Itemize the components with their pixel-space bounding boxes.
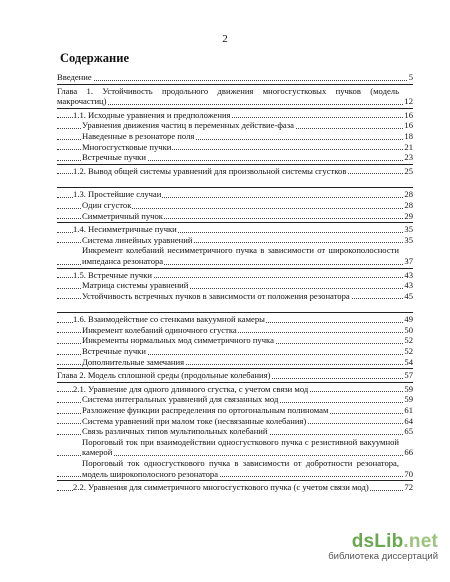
- toc-entry-title: Введение: [57, 72, 92, 82]
- toc-entry-page: 50: [404, 324, 413, 335]
- toc-entry-title: Многосгустковые пучки: [82, 141, 172, 152]
- toc-entry-title: Один сгусток: [82, 199, 132, 210]
- toc-entry-title: 1.2. Вывод общей системы уравнений для произвольной системы сгустков: [73, 165, 347, 176]
- toc-rule: [57, 84, 413, 85]
- toc-entry-title: 1.3. Простейшие случаи: [73, 189, 162, 200]
- toc-entry[interactable]: [57, 110, 413, 121]
- toc-title: Содержание: [60, 51, 130, 65]
- toc-rule: [57, 312, 413, 313]
- dot-leader-line: [57, 301, 413, 311]
- toc-entry-page: 23: [404, 152, 413, 163]
- toc-entry[interactable]: [57, 437, 413, 458]
- toc-entry[interactable]: [57, 200, 413, 211]
- toc-entry[interactable]: [57, 416, 413, 427]
- toc-entry[interactable]: [57, 325, 413, 336]
- toc-entry[interactable]: [57, 335, 413, 346]
- toc-entry-page: 28: [404, 189, 413, 200]
- toc-entry-title: Устойчивость встречных пучков в зависимости от положения резонатора: [82, 290, 350, 301]
- toc-rule: [57, 268, 413, 269]
- toc-entry[interactable]: [57, 370, 413, 381]
- dslib-watermark: [328, 531, 438, 562]
- toc-entry-page: 45: [404, 290, 413, 301]
- toc-entry-title: Инкременты нормальных мод симметричного пучка: [82, 335, 274, 346]
- toc-entry-page: 59: [404, 383, 413, 394]
- watermark-subtitle: библиотека диссертаций: [328, 551, 438, 562]
- toc-entry-title: 1.1. Исходные уравнения и предположения: [73, 109, 231, 120]
- toc-rule: [57, 368, 413, 369]
- toc-entry-title: Инкремент колебаний несимметричного пучка в зависимости от широкополосности импеданса резонатора: [82, 245, 399, 266]
- toc-entry[interactable]: [57, 152, 413, 163]
- toc-entry[interactable]: [57, 405, 413, 416]
- toc-entry-page: 70: [404, 468, 413, 479]
- toc-entry-title: 2.2. Уравнения для симметричного многосгусткового пучка (с учетом связи мод): [73, 482, 369, 493]
- toc-entry-title: Уравнения движения частиц в переменных действие-фаза: [82, 120, 294, 131]
- toc-entry-page: 5: [408, 72, 413, 82]
- toc-entry-title: Связь различных типов мультипольных колебаний: [82, 426, 268, 437]
- toc-entry-page: 43: [404, 269, 413, 280]
- toc-entry-title: 1.6. Взаимодействие со стенками вакуумной камеры: [73, 314, 265, 325]
- toc-entry-page: 65: [404, 426, 413, 437]
- toc-entry[interactable]: [57, 270, 413, 281]
- toc-entry[interactable]: [57, 224, 413, 235]
- toc-entry[interactable]: [57, 131, 413, 142]
- toc-entry-title: 1.4. Несимметричные пучки: [73, 224, 177, 235]
- dot-leader-line: [57, 176, 413, 186]
- toc-entry-title: Система линейных уравнений: [82, 234, 193, 245]
- page-number: 2: [222, 33, 228, 45]
- toc-entry-page: 52: [404, 346, 413, 357]
- toc-entry-title: Глава 2. Модель сплошной среды (продольные колебания): [57, 370, 271, 381]
- toc-entry-page: 43: [404, 280, 413, 291]
- toc-rule: [57, 108, 413, 109]
- toc-rule: [57, 222, 413, 223]
- toc-entry-title: Пороговый ток при взаимодействии односгусткового пучка с резистивной вакуумной камерой: [82, 436, 399, 458]
- toc-entry-title: Встречные пучки: [82, 346, 146, 357]
- toc-entry-page: 18: [404, 130, 413, 141]
- toc-entry-title: Система интегральных уравнений для связанных мод: [82, 394, 279, 405]
- toc-entry[interactable]: [57, 458, 413, 479]
- toc-entry-page: 49: [404, 314, 413, 325]
- toc-entry-title: Наведенные в резонаторе поля: [82, 130, 195, 141]
- toc-entry[interactable]: [57, 346, 413, 357]
- toc-entry[interactable]: [57, 211, 413, 222]
- toc-entry-page: 52: [404, 335, 413, 346]
- toc-entry[interactable]: [57, 426, 413, 437]
- toc-entry[interactable]: [57, 291, 413, 302]
- toc-entry-title: Инкремент колебаний одиночного сгустка: [82, 324, 237, 335]
- toc-entry-title: Пороговый ток односгусткового пучка в зависимости от добротности резонатора, модель широкополосного резонатора: [82, 458, 399, 479]
- toc-entry-title: 2.1. Уравнение для одного длинного сгустка, с учетом связи мод: [73, 383, 309, 394]
- toc-entry[interactable]: [57, 235, 413, 246]
- toc-entry[interactable]: [57, 120, 413, 131]
- toc-entry-page: 21: [404, 141, 413, 152]
- toc-entry-title: Матрица системы уравнений: [82, 280, 189, 291]
- toc-entry[interactable]: [57, 482, 413, 493]
- dot-leader: [57, 104, 413, 105]
- toc-entry[interactable]: [57, 394, 413, 405]
- toc-entry[interactable]: [57, 142, 413, 153]
- toc-entry-title: Разложение функции распределения по ортогональным полиномам: [82, 405, 329, 416]
- toc-rule: [57, 187, 413, 188]
- watermark-logo-main: dsLib: [351, 531, 404, 552]
- toc-entry-page: 37: [404, 255, 413, 266]
- toc-entry-title: 1.5. Встречные пучки: [73, 269, 152, 280]
- toc-entry-page: 66: [404, 447, 413, 458]
- toc-entry-page: 16: [404, 120, 413, 131]
- toc-entry-title: Симметричный пучок: [82, 210, 163, 221]
- toc-entry-page: 16: [404, 109, 413, 120]
- toc-entry[interactable]: [57, 245, 413, 266]
- toc-entry[interactable]: [57, 189, 413, 200]
- toc-entry-page: 61: [404, 405, 413, 416]
- toc-entry[interactable]: [57, 86, 413, 107]
- toc-entry-title: Система уравнений при малом токе (несвязанные колебания): [82, 415, 307, 426]
- toc-entry-page: 35: [404, 224, 413, 235]
- watermark-logo-domain: .net: [403, 531, 438, 552]
- watermark-logo: [328, 531, 438, 553]
- toc-entry-page: 64: [404, 415, 413, 426]
- toc-entry-page: 72: [404, 482, 413, 493]
- toc-entry[interactable]: [57, 72, 413, 83]
- table-of-contents: [57, 72, 413, 493]
- toc-entry-page: 25: [404, 165, 413, 176]
- toc-entry[interactable]: [57, 384, 413, 395]
- toc-entry[interactable]: [57, 314, 413, 325]
- toc-entry-page: 29: [404, 210, 413, 221]
- toc-entry-page: 28: [404, 199, 413, 210]
- toc-rule: [57, 164, 413, 165]
- toc-entry-title: Дополнительные замечания: [82, 356, 185, 367]
- toc-entry-page: 35: [404, 234, 413, 245]
- toc-entry[interactable]: [57, 357, 413, 368]
- toc-entry-page: 59: [404, 394, 413, 405]
- toc-entry[interactable]: [57, 166, 413, 177]
- toc-entry-title: Встречные пучки: [82, 152, 146, 163]
- toc-rule: [57, 382, 413, 383]
- toc-entry-title: Глава 1. Устойчивость продольного движения многосгустковых пучков (модель макрочастиц): [57, 85, 399, 107]
- toc-entry-page: 12: [404, 96, 413, 107]
- toc-entry[interactable]: [57, 280, 413, 291]
- toc-entry-page: 54: [404, 356, 413, 367]
- toc-entry-page: 57: [404, 370, 413, 381]
- dot-leader: [57, 80, 413, 81]
- toc-rule: [57, 480, 413, 481]
